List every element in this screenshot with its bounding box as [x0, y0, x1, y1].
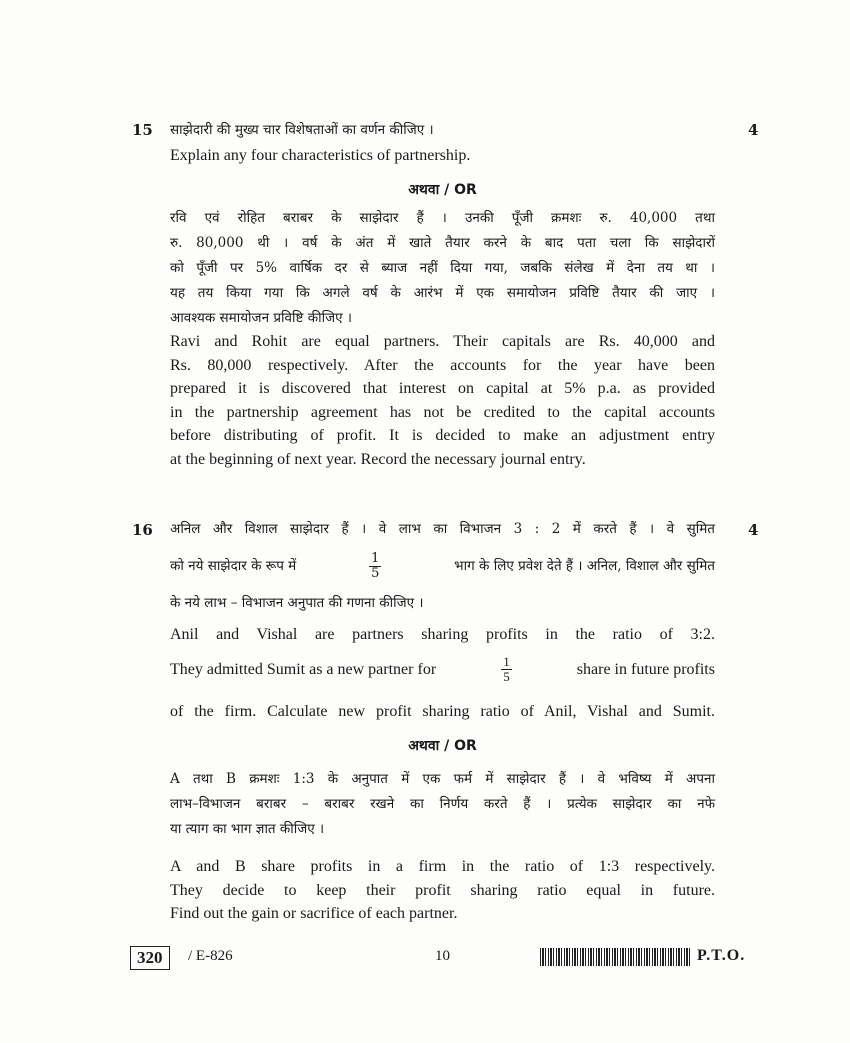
question-number-16: 16 — [132, 521, 153, 539]
or-divider-16: अथवा / OR — [408, 738, 477, 754]
q16-alt-hindi-line: A तथा B क्रमशः 1:3 के अनुपात में एक फर्म में साझेदार हैं । वे भविष्य में अपना — [170, 771, 715, 787]
q16-english-line1-text: Anil and Vishal are partners sharing profits in the ratio of 3:2. — [170, 626, 715, 643]
q16-english-line2-pre: They admitted Sumit as a new partner for — [170, 660, 437, 678]
fraction-numerator: 1 — [371, 551, 380, 566]
fraction-one-fifth-en — [501, 655, 512, 684]
q16-alt-english-line: Find out the gain or sacrifice of each partner. — [170, 905, 458, 922]
fraction-one-fifth — [369, 552, 381, 581]
q15-alt-english-line: at the beginning of next year. Record the necessary journal entry. — [170, 450, 586, 468]
q16-alt-english — [170, 855, 715, 926]
page-footer — [130, 946, 755, 972]
q16-hindi-line1: अनिल और विशाल साझेदार हैं । वे लाभ का विभाजन 3 : 2 में करते हैं । वे सुमित — [170, 521, 715, 537]
fraction-denominator: 5 — [503, 669, 510, 684]
q15-english-text: Explain any four characteristics of partnership. — [170, 147, 471, 164]
q15-english — [170, 144, 715, 168]
fraction-denominator: 5 — [371, 566, 380, 581]
marks-16: 4 — [748, 521, 759, 539]
q15-hindi: साझेदारी की मुख्य चार विशेषताओं का वर्णन कीजिए । — [170, 122, 434, 138]
q16-english-line1 — [170, 623, 715, 647]
q15-alt-hindi — [170, 206, 715, 331]
q16-english-line2 — [170, 655, 715, 684]
q16-hindi-line2 — [170, 552, 715, 581]
q16-hindi-line2-post: भाग के लिए प्रवेश देते हैं । अनिल, विशाल और सुमित — [454, 558, 715, 574]
q15-alt-hindi-line: आवश्यक समायोजन प्रविष्टि कीजिए । — [170, 310, 352, 326]
or-divider-15: अथवा / OR — [408, 182, 477, 198]
q16-alt-english-line: A and B share profits in a firm in the ratio of 1:3 respectively. — [170, 858, 715, 875]
q16-hindi-line3: के नये लाभ – विभाजन अनुपात की गणना कीजिए । — [170, 595, 424, 611]
q15-alt-hindi-line: यह तय किया गया कि अगले वर्ष के आरंभ में एक समायोजन प्रविष्टि तैयार की जाए । — [170, 285, 715, 301]
barcode-icon — [540, 948, 690, 966]
q15-alt-english — [170, 330, 715, 471]
q15-alt-english-line: in the partnership agreement has not be credited to the capital accounts — [170, 403, 715, 421]
q15-alt-english-line: Rs. 80,000 respectively. After the accounts for the year have been — [170, 356, 715, 374]
q15-alt-english-line: Ravi and Rohit are equal partners. Their capitals are Rs. 40,000 and — [170, 333, 715, 350]
fraction-numerator: 1 — [503, 654, 510, 669]
q16-alt-hindi-line: या त्याग का भाग ज्ञात कीजिए । — [170, 821, 325, 837]
q16-english-line3-text: of the firm. Calculate new profit sharing ratio of Anil, Vishal and Sumit. — [170, 703, 715, 720]
paper-code-box: 320 — [130, 946, 170, 970]
q15-alt-hindi-line: रवि एवं रोहित बराबर के साझेदार हैं । उनकी पूँजी क्रमशः रु. 40,000 तथा — [170, 210, 715, 226]
q16-alt-hindi — [170, 767, 715, 842]
q16-alt-hindi-line: लाभ–विभाजन बराबर – बराबर रखने का निर्णय करते हैं । प्रत्येक साझेदार का नफे — [170, 796, 715, 812]
marks-15: 4 — [748, 121, 759, 139]
q15-alt-english-line: prepared it is discovered that interest on capital at 5% p.a. as provided — [170, 380, 715, 397]
q15-alt-hindi-line: को पूँजी पर 5% वार्षिक दर से ब्याज नहीं दिया गया, जबकि संलेख में देना तय था । — [170, 260, 715, 276]
q16-english-line2-post: share in future profits — [576, 660, 715, 678]
q15-alt-hindi-line: रु. 80,000 थी । वर्ष के अंत में खाते तैयार करने के बाद पता चला कि साझेदारों — [170, 235, 715, 251]
page-number: 10 — [435, 948, 450, 964]
q16-alt-english-line: They decide to keep their profit sharing ratio equal in future. — [170, 881, 715, 899]
q16-hindi-line2-pre: को नये साझेदार के रूप में — [170, 558, 297, 574]
question-number-15: 15 — [132, 121, 153, 139]
paper-series: / E-826 — [188, 948, 233, 964]
q16-english-line3 — [170, 700, 715, 724]
q15-alt-english-line: before distributing of profit. It is decided to make an adjustment entry — [170, 427, 715, 444]
pto-label: P.T.O. — [697, 947, 746, 964]
